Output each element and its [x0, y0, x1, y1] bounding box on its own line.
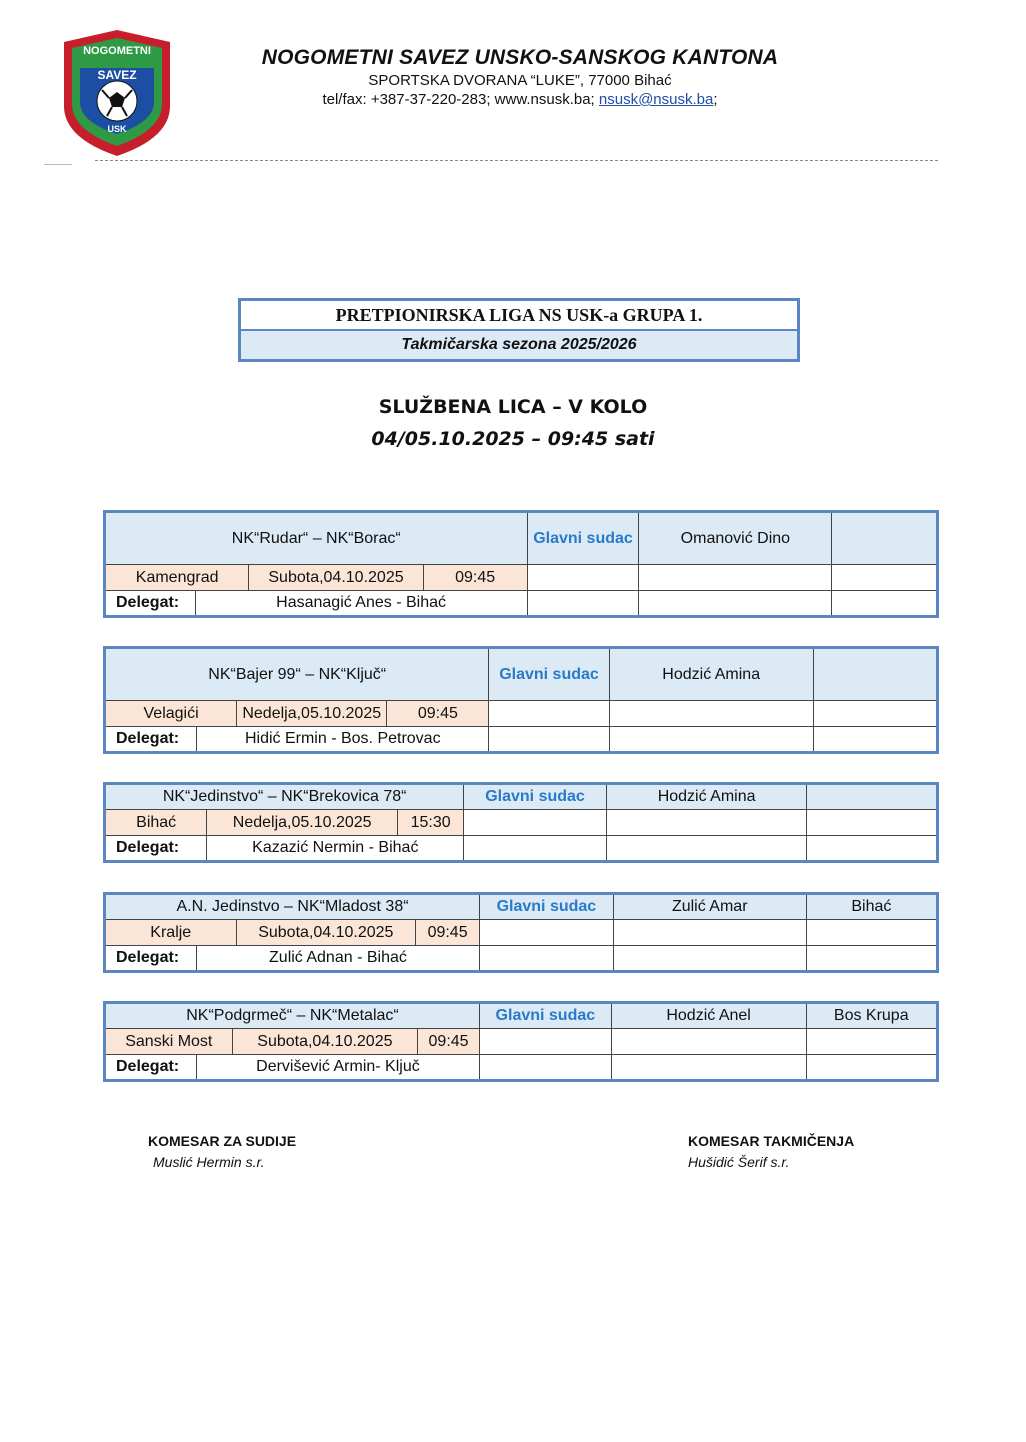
empty-cell	[606, 810, 807, 836]
letterhead	[240, 46, 800, 108]
referee-city: Bihać	[806, 894, 937, 920]
empty-cell	[807, 810, 938, 836]
match-date: Subota,04.10.2025	[236, 920, 416, 946]
header-divider	[95, 160, 938, 161]
organization-contact	[240, 91, 800, 108]
organization-address: SPORTSKA DVORANA “LUKE”, 77000 Bihać	[368, 72, 672, 89]
signature-right-name: Hušidić Šerif s.r.	[688, 1154, 790, 1170]
delegate-label: Delegat:	[105, 591, 196, 617]
match-venue: Kamengrad	[105, 565, 249, 591]
delegate-name: Dervišević Armin- Ključ	[196, 1055, 479, 1081]
association-logo	[58, 28, 176, 158]
match-table	[103, 510, 939, 618]
delegate-label: Delegat:	[105, 727, 197, 753]
referee-role: Glavni sudac	[480, 894, 614, 920]
match-table	[103, 646, 939, 754]
empty-cell	[806, 920, 937, 946]
header-divider-stub	[44, 164, 72, 165]
match-date: Subota,04.10.2025	[249, 565, 423, 591]
league-title-box	[238, 298, 800, 362]
league-title: PRETPIONIRSKA LIGA NS USK-a GRUPA 1.	[241, 301, 797, 331]
referee-name: Omanović Dino	[639, 512, 832, 565]
empty-cell	[832, 591, 938, 617]
match-teams: A.N. Jedinstvo – NK“Mladost 38“	[105, 894, 480, 920]
round-title: SLUŽBENA LICA – V KOLO	[378, 396, 648, 418]
empty-cell	[806, 1029, 938, 1055]
logo-top-text: NOGOMETNI	[83, 45, 151, 57]
empty-cell	[813, 727, 937, 753]
match-time: 09:45	[416, 920, 480, 946]
season-title: Takmičarska sezona 2025/2026	[241, 331, 797, 359]
match-teams: NK“Bajer 99“ – NK“Ključ“	[105, 648, 489, 701]
empty-cell	[613, 920, 806, 946]
empty-cell	[464, 810, 607, 836]
referee-city	[807, 784, 938, 810]
empty-cell	[479, 1055, 611, 1081]
delegate-label: Delegat:	[105, 1055, 197, 1081]
empty-cell	[464, 836, 607, 862]
empty-cell	[611, 1029, 806, 1055]
referee-name: Hodzić Anel	[611, 1003, 806, 1029]
empty-cell	[639, 591, 832, 617]
empty-cell	[806, 946, 937, 972]
match-time: 09:45	[423, 565, 527, 591]
round-datetime: 04/05.10.2025 – 09:45 sati	[371, 428, 655, 450]
match-teams: NK“Rudar“ – NK“Borac“	[105, 512, 528, 565]
signature-left-title: KOMESAR ZA SUDIJE	[148, 1133, 297, 1149]
organization-name: NOGOMETNI SAVEZ UNSKO-SANSKOG KANTONA	[261, 46, 779, 69]
delegate-label: Delegat:	[105, 836, 207, 862]
referee-city: Bos Krupa	[806, 1003, 938, 1029]
empty-cell	[480, 920, 614, 946]
delegate-name: Kazazić Nermin - Bihać	[207, 836, 464, 862]
contact-text: tel/fax: +387-37-220-283; www.nsusk.ba;	[322, 91, 599, 108]
email-link[interactable]: nsusk@nsusk.ba	[598, 91, 714, 108]
empty-cell	[611, 1055, 806, 1081]
match-venue: Bihać	[105, 810, 207, 836]
empty-cell	[489, 701, 609, 727]
logo-mid-text: SAVEZ	[97, 68, 137, 82]
empty-cell	[489, 727, 609, 753]
signature-right	[688, 1133, 854, 1170]
referee-role: Glavni sudac	[527, 512, 639, 565]
match-table	[103, 1001, 939, 1082]
match-venue: Velagići	[105, 701, 237, 727]
match-venue: Kralje	[105, 920, 237, 946]
empty-cell	[527, 565, 639, 591]
signature-left	[148, 1133, 296, 1170]
referee-name: Hodzić Amina	[609, 648, 813, 701]
referee-role: Glavni sudac	[489, 648, 609, 701]
empty-cell	[480, 946, 614, 972]
empty-cell	[806, 1055, 938, 1081]
referee-role: Glavni sudac	[479, 1003, 611, 1029]
logo-bottom-text: USK	[107, 124, 127, 134]
empty-cell	[609, 701, 813, 727]
empty-cell	[606, 836, 807, 862]
match-table	[103, 782, 939, 863]
empty-cell	[613, 946, 806, 972]
referee-city	[813, 648, 937, 701]
signature-right-title: KOMESAR TAKMIČENJA	[688, 1133, 855, 1149]
match-date: Nedelja,05.10.2025	[237, 701, 387, 727]
match-table	[103, 892, 939, 973]
match-teams: NK“Podgrmeč“ – NK“Metalac“	[105, 1003, 480, 1029]
empty-cell	[479, 1029, 611, 1055]
contact-suffix: ;	[713, 91, 718, 108]
delegate-name: Zulić Adnan - Bihać	[196, 946, 479, 972]
delegate-label: Delegat:	[105, 946, 197, 972]
match-teams: NK“Jedinstvo“ – NK“Brekovica 78“	[105, 784, 464, 810]
match-time: 15:30	[398, 810, 464, 836]
match-date: Nedelja,05.10.2025	[207, 810, 398, 836]
match-time: 09:45	[418, 1029, 480, 1055]
match-date: Subota,04.10.2025	[232, 1029, 418, 1055]
delegate-name: Hidić Ermin - Bos. Petrovac	[197, 727, 489, 753]
referee-role: Glavni sudac	[464, 784, 607, 810]
empty-cell	[813, 701, 937, 727]
empty-cell	[609, 727, 813, 753]
match-time: 09:45	[387, 701, 489, 727]
referee-name: Hodzić Amina	[606, 784, 807, 810]
referee-city	[832, 512, 938, 565]
empty-cell	[807, 836, 938, 862]
referee-name: Zulić Amar	[613, 894, 806, 920]
match-venue: Sanski Most	[105, 1029, 233, 1055]
delegate-name: Hasanagić Anes - Bihać	[195, 591, 527, 617]
empty-cell	[639, 565, 832, 591]
empty-cell	[527, 591, 639, 617]
empty-cell	[832, 565, 938, 591]
signature-left-name: Muslić Hermin s.r.	[153, 1154, 265, 1170]
